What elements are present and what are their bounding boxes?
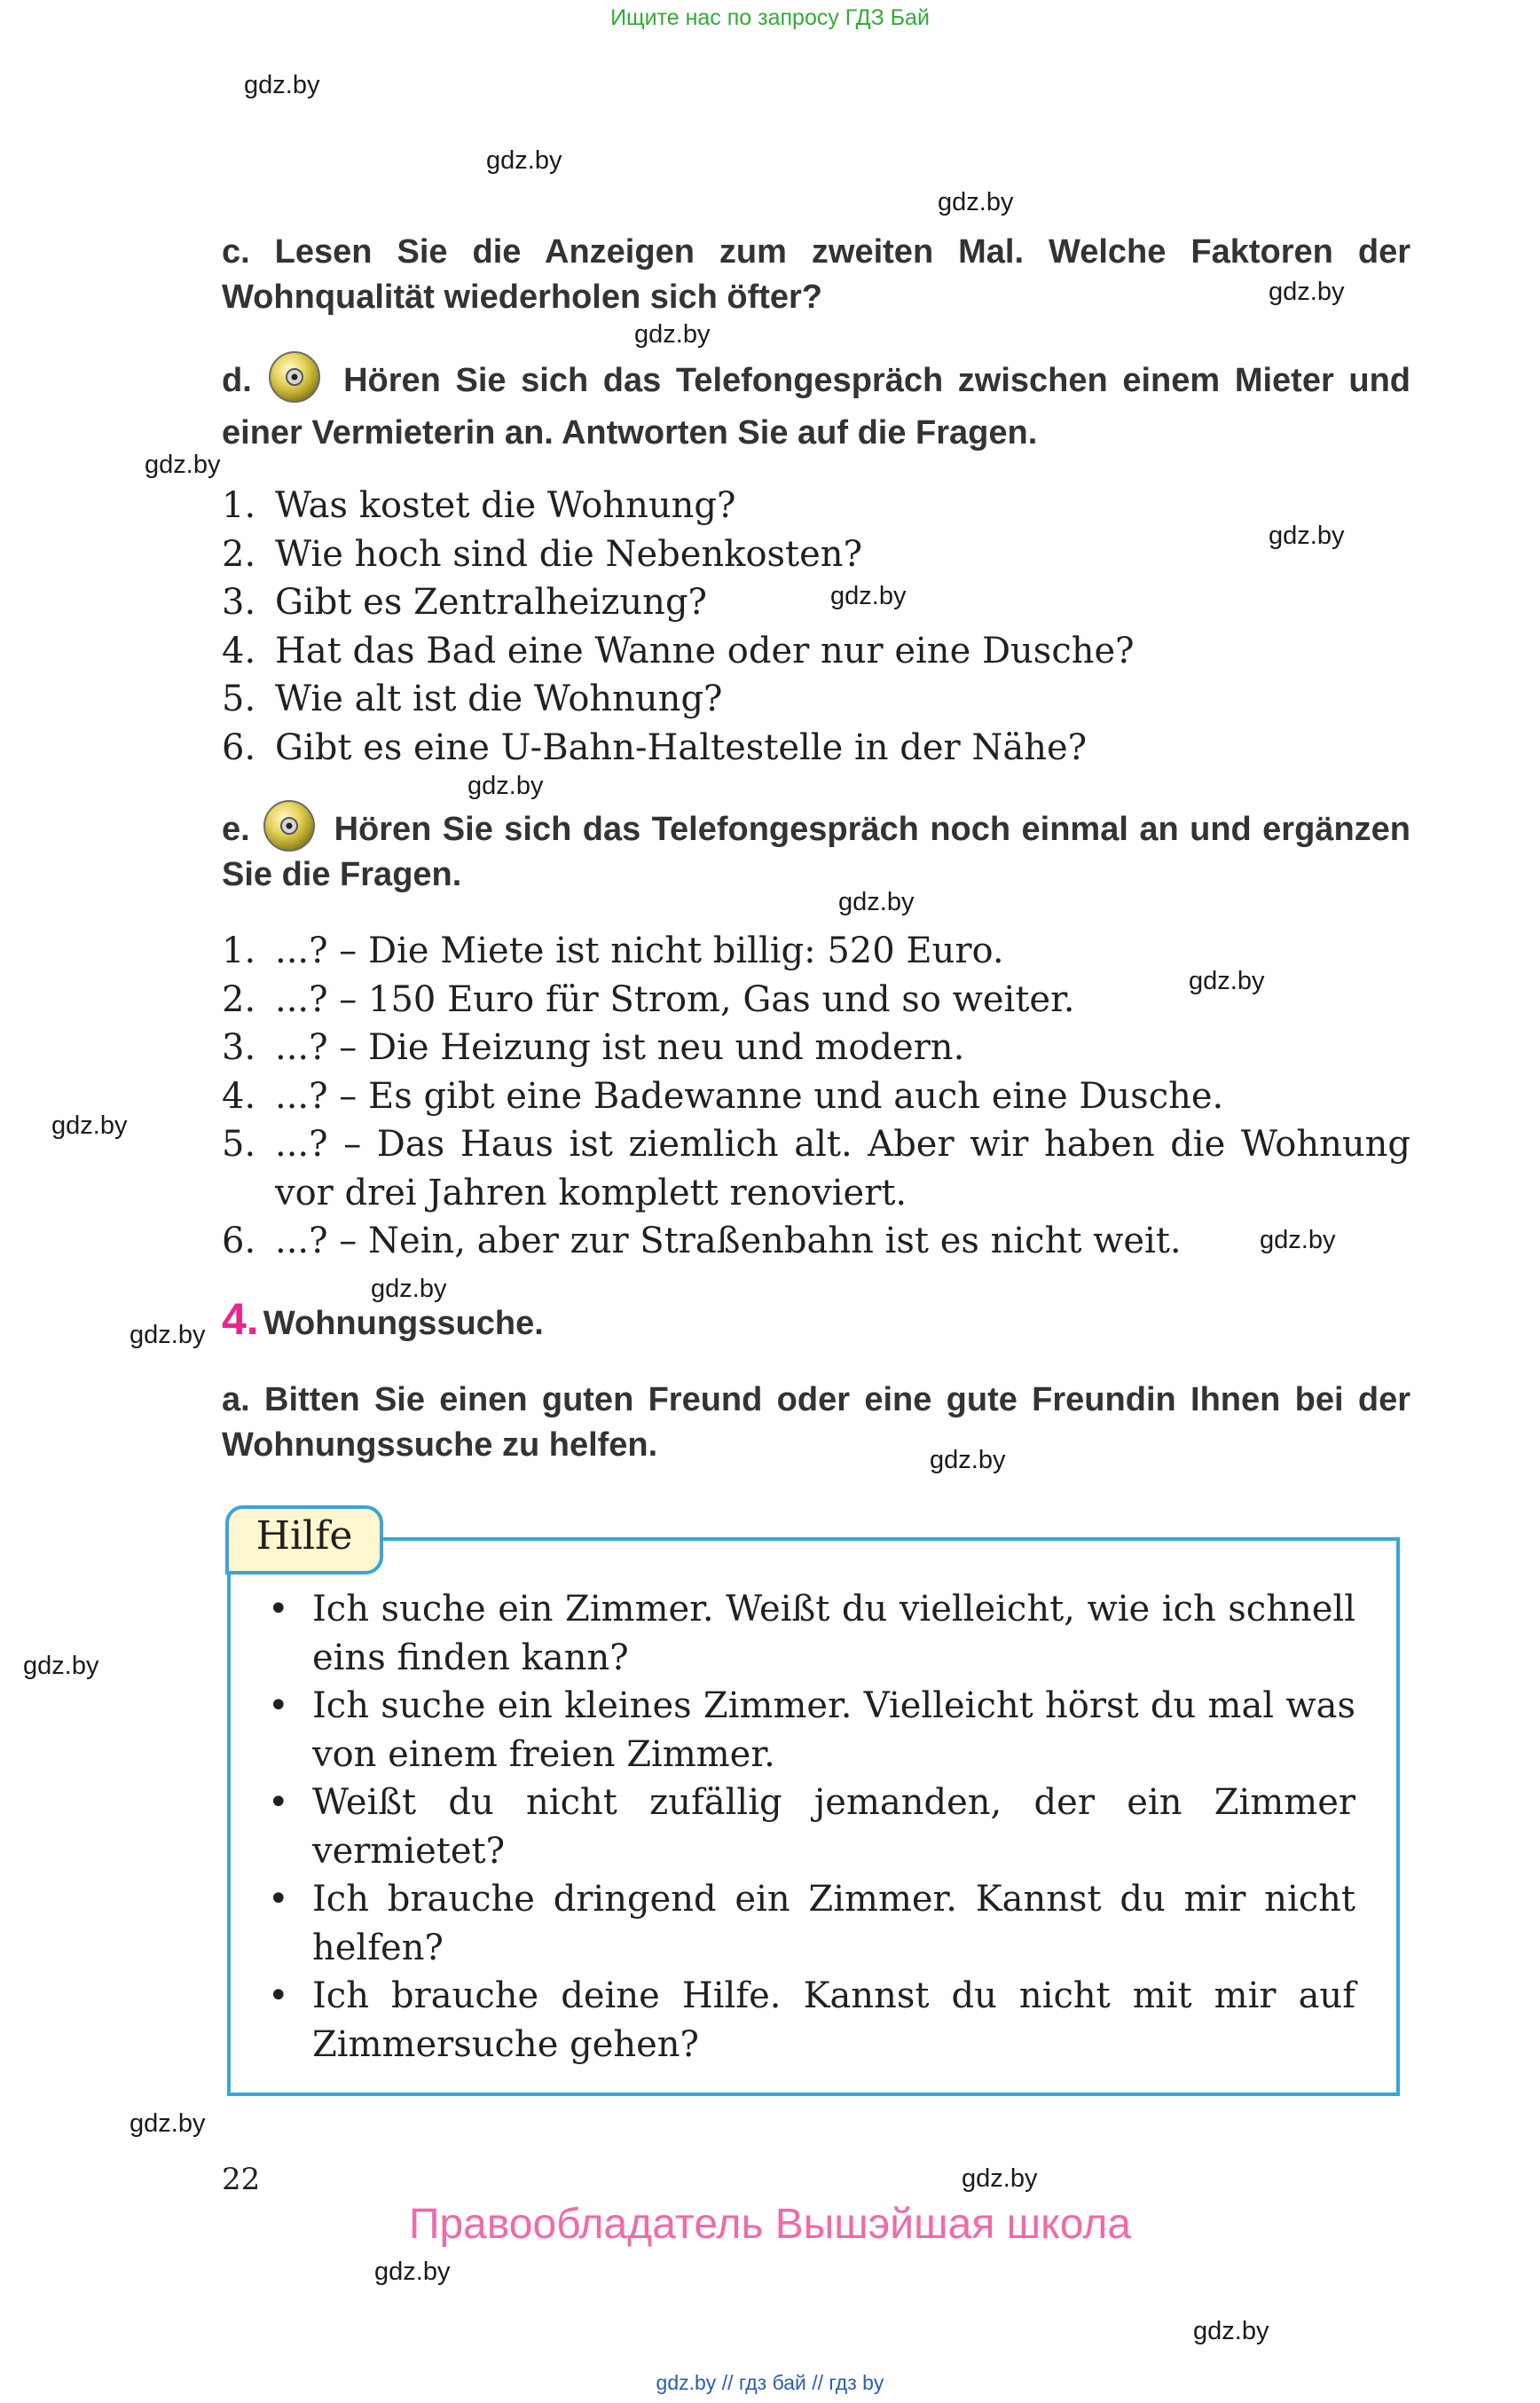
list-item xyxy=(268,1875,1355,1972)
watermark: gdz.by xyxy=(634,320,711,349)
watermark: gdz.by xyxy=(930,1446,1006,1474)
item-text: Weißt du nicht zufällig jemanden, der ein Zimmer vermietet? xyxy=(312,1782,1355,1872)
item-text: Ich suche ein kleines Zimmer. Vielleicht hörst du mal was von einem freien Zimmer. xyxy=(312,1685,1355,1775)
list-item xyxy=(222,1072,1410,1121)
item-number: 2. xyxy=(222,533,256,575)
list-item xyxy=(222,927,1410,976)
item-text: ...? – 150 Euro für Strom, Gas und so weiter. xyxy=(275,978,1075,1020)
watermark: gdz.by xyxy=(130,1321,206,1349)
item-text: ...? – Nein, aber zur Straßenbahn ist es nicht weit. xyxy=(275,1221,1182,1261)
watermark: gdz.by xyxy=(962,2164,1038,2193)
item-text: ...? – Die Miete ist nicht billig: 520 Euro. xyxy=(275,931,1004,971)
bullet: • xyxy=(268,1782,289,1823)
hilfe-label: Hilfe xyxy=(255,1513,353,1559)
list-item xyxy=(222,578,1410,627)
list-item xyxy=(222,627,1410,676)
audio-cd-icon xyxy=(263,799,316,852)
task-d-text: Hören Sie sich das Telefongespräch zwischen einem Mieter und einer Vermieterin an. Antworten Sie auf die Fragen. xyxy=(222,362,1411,452)
item-text: ...? – Das Haus ist ziemlich alt. Aber wir haben die Wohnung vor drei Jahren komplett renoviert. xyxy=(275,1124,1410,1213)
watermark: gdz.by xyxy=(486,146,562,175)
list-item xyxy=(222,724,1410,773)
footer-links[interactable]: gdz.by // гдз бай // гдз by xyxy=(656,2371,884,2394)
item-number: 6. xyxy=(222,1221,256,1261)
task-c-instruction: c. Lesen Sie die Anzeigen zum zweiten Mal. Welche Faktoren der Wohnqualität wiederholen sich öfter? xyxy=(222,233,1410,316)
item-number: 2. xyxy=(222,978,256,1020)
top-banner: Ищите нас по запросу ГДЗ Бай xyxy=(610,5,930,30)
list-item xyxy=(268,1972,1355,2069)
watermark: gdz.by xyxy=(51,1111,128,1140)
list-item xyxy=(222,1120,1410,1217)
list-item xyxy=(268,1682,1355,1779)
item-text: Gibt es eine U-Bahn-Haltestelle in der Nähe? xyxy=(275,726,1088,768)
list-item xyxy=(222,675,1410,724)
hilfe-list xyxy=(268,1585,1355,2069)
item-number: 1. xyxy=(222,931,256,971)
watermark: gdz.by xyxy=(1269,278,1345,306)
watermark: gdz.by xyxy=(838,888,915,916)
watermark: gdz.by xyxy=(1260,1226,1336,1254)
list-item xyxy=(222,482,1410,530)
item-text: Ich suche ein Zimmer. Weißt du vielleicht, wie ich schnell eins finden kann? xyxy=(312,1589,1355,1678)
task-e-text: Hören Sie sich das Telefongespräch noch einmal an und ergänzen Sie die Fragen. xyxy=(222,811,1411,893)
watermark: gdz.by xyxy=(830,582,907,610)
item-text: Wie hoch sind die Nebenkosten? xyxy=(275,533,863,575)
watermark: gdz.by xyxy=(1269,522,1345,550)
item-number: 4. xyxy=(222,630,256,671)
list-item xyxy=(222,976,1410,1025)
watermark: gdz.by xyxy=(938,188,1014,216)
watermark: gdz.by xyxy=(244,71,320,99)
section-heading xyxy=(222,1293,544,1345)
watermark: gdz.by xyxy=(371,1275,447,1303)
item-text: Was kostet die Wohnung? xyxy=(275,485,736,526)
task-e-label: e. xyxy=(222,811,250,848)
watermark: gdz.by xyxy=(145,451,221,479)
item-text: Ich brauche deine Hilfe. Kannst du nicht mit mir auf Zimmersuche gehen? xyxy=(312,1975,1355,2065)
audio-cd-icon xyxy=(268,350,321,404)
list-item xyxy=(222,1217,1410,1266)
answer-list xyxy=(222,927,1410,1266)
section-number: 4. xyxy=(222,1294,259,1344)
question-list xyxy=(222,482,1410,772)
list-item xyxy=(268,1779,1355,1875)
list-item xyxy=(222,1024,1410,1072)
task-d-instruction xyxy=(222,350,1410,459)
bullet: • xyxy=(268,1879,289,1920)
item-text: Ich brauche dringend ein Zimmer. Kannst du mir nicht helfen? xyxy=(312,1879,1355,1968)
item-number: 3. xyxy=(222,582,256,623)
watermark: gdz.by xyxy=(1189,967,1265,995)
bullet: • xyxy=(268,1685,289,1726)
bullet: • xyxy=(268,1975,289,2016)
watermark: gdz.by xyxy=(23,1652,99,1680)
task-e-instruction xyxy=(222,799,1410,898)
item-number: 4. xyxy=(222,1075,256,1117)
watermark: gdz.by xyxy=(1193,2317,1269,2345)
item-text: ...? – Die Heizung ist neu und modern. xyxy=(275,1027,965,1068)
item-text: Hat das Bad eine Wanne oder nur eine Dusche? xyxy=(275,630,1135,671)
bullet: • xyxy=(268,1589,289,1629)
copyright-notice: Правообладатель Вышэйшая школа xyxy=(408,2201,1132,2248)
watermark: gdz.by xyxy=(130,2109,206,2138)
item-number: 6. xyxy=(222,726,256,768)
item-text: ...? – Es gibt eine Badewanne und auch eine Dusche. xyxy=(275,1075,1224,1117)
item-number: 3. xyxy=(222,1027,256,1068)
section-title: Wohnungssuche. xyxy=(263,1305,544,1342)
item-text: Gibt es Zentralheizung? xyxy=(275,582,707,623)
task-d-label: d. xyxy=(222,362,252,399)
list-item xyxy=(268,1585,1355,1682)
task-a-instruction: a. Bitten Sie einen guten Freund oder eine gute Freundin Ihnen bei der Wohnungssuche zu helfen. xyxy=(222,1381,1410,1464)
item-number: 1. xyxy=(222,485,256,526)
item-number: 5. xyxy=(222,1124,256,1165)
page-number: 22 xyxy=(222,2162,261,2197)
item-text: Wie alt ist die Wohnung? xyxy=(275,679,723,719)
watermark: gdz.by xyxy=(374,2258,451,2286)
watermark: gdz.by xyxy=(468,772,544,800)
list-item xyxy=(222,530,1410,579)
item-number: 5. xyxy=(222,679,256,719)
